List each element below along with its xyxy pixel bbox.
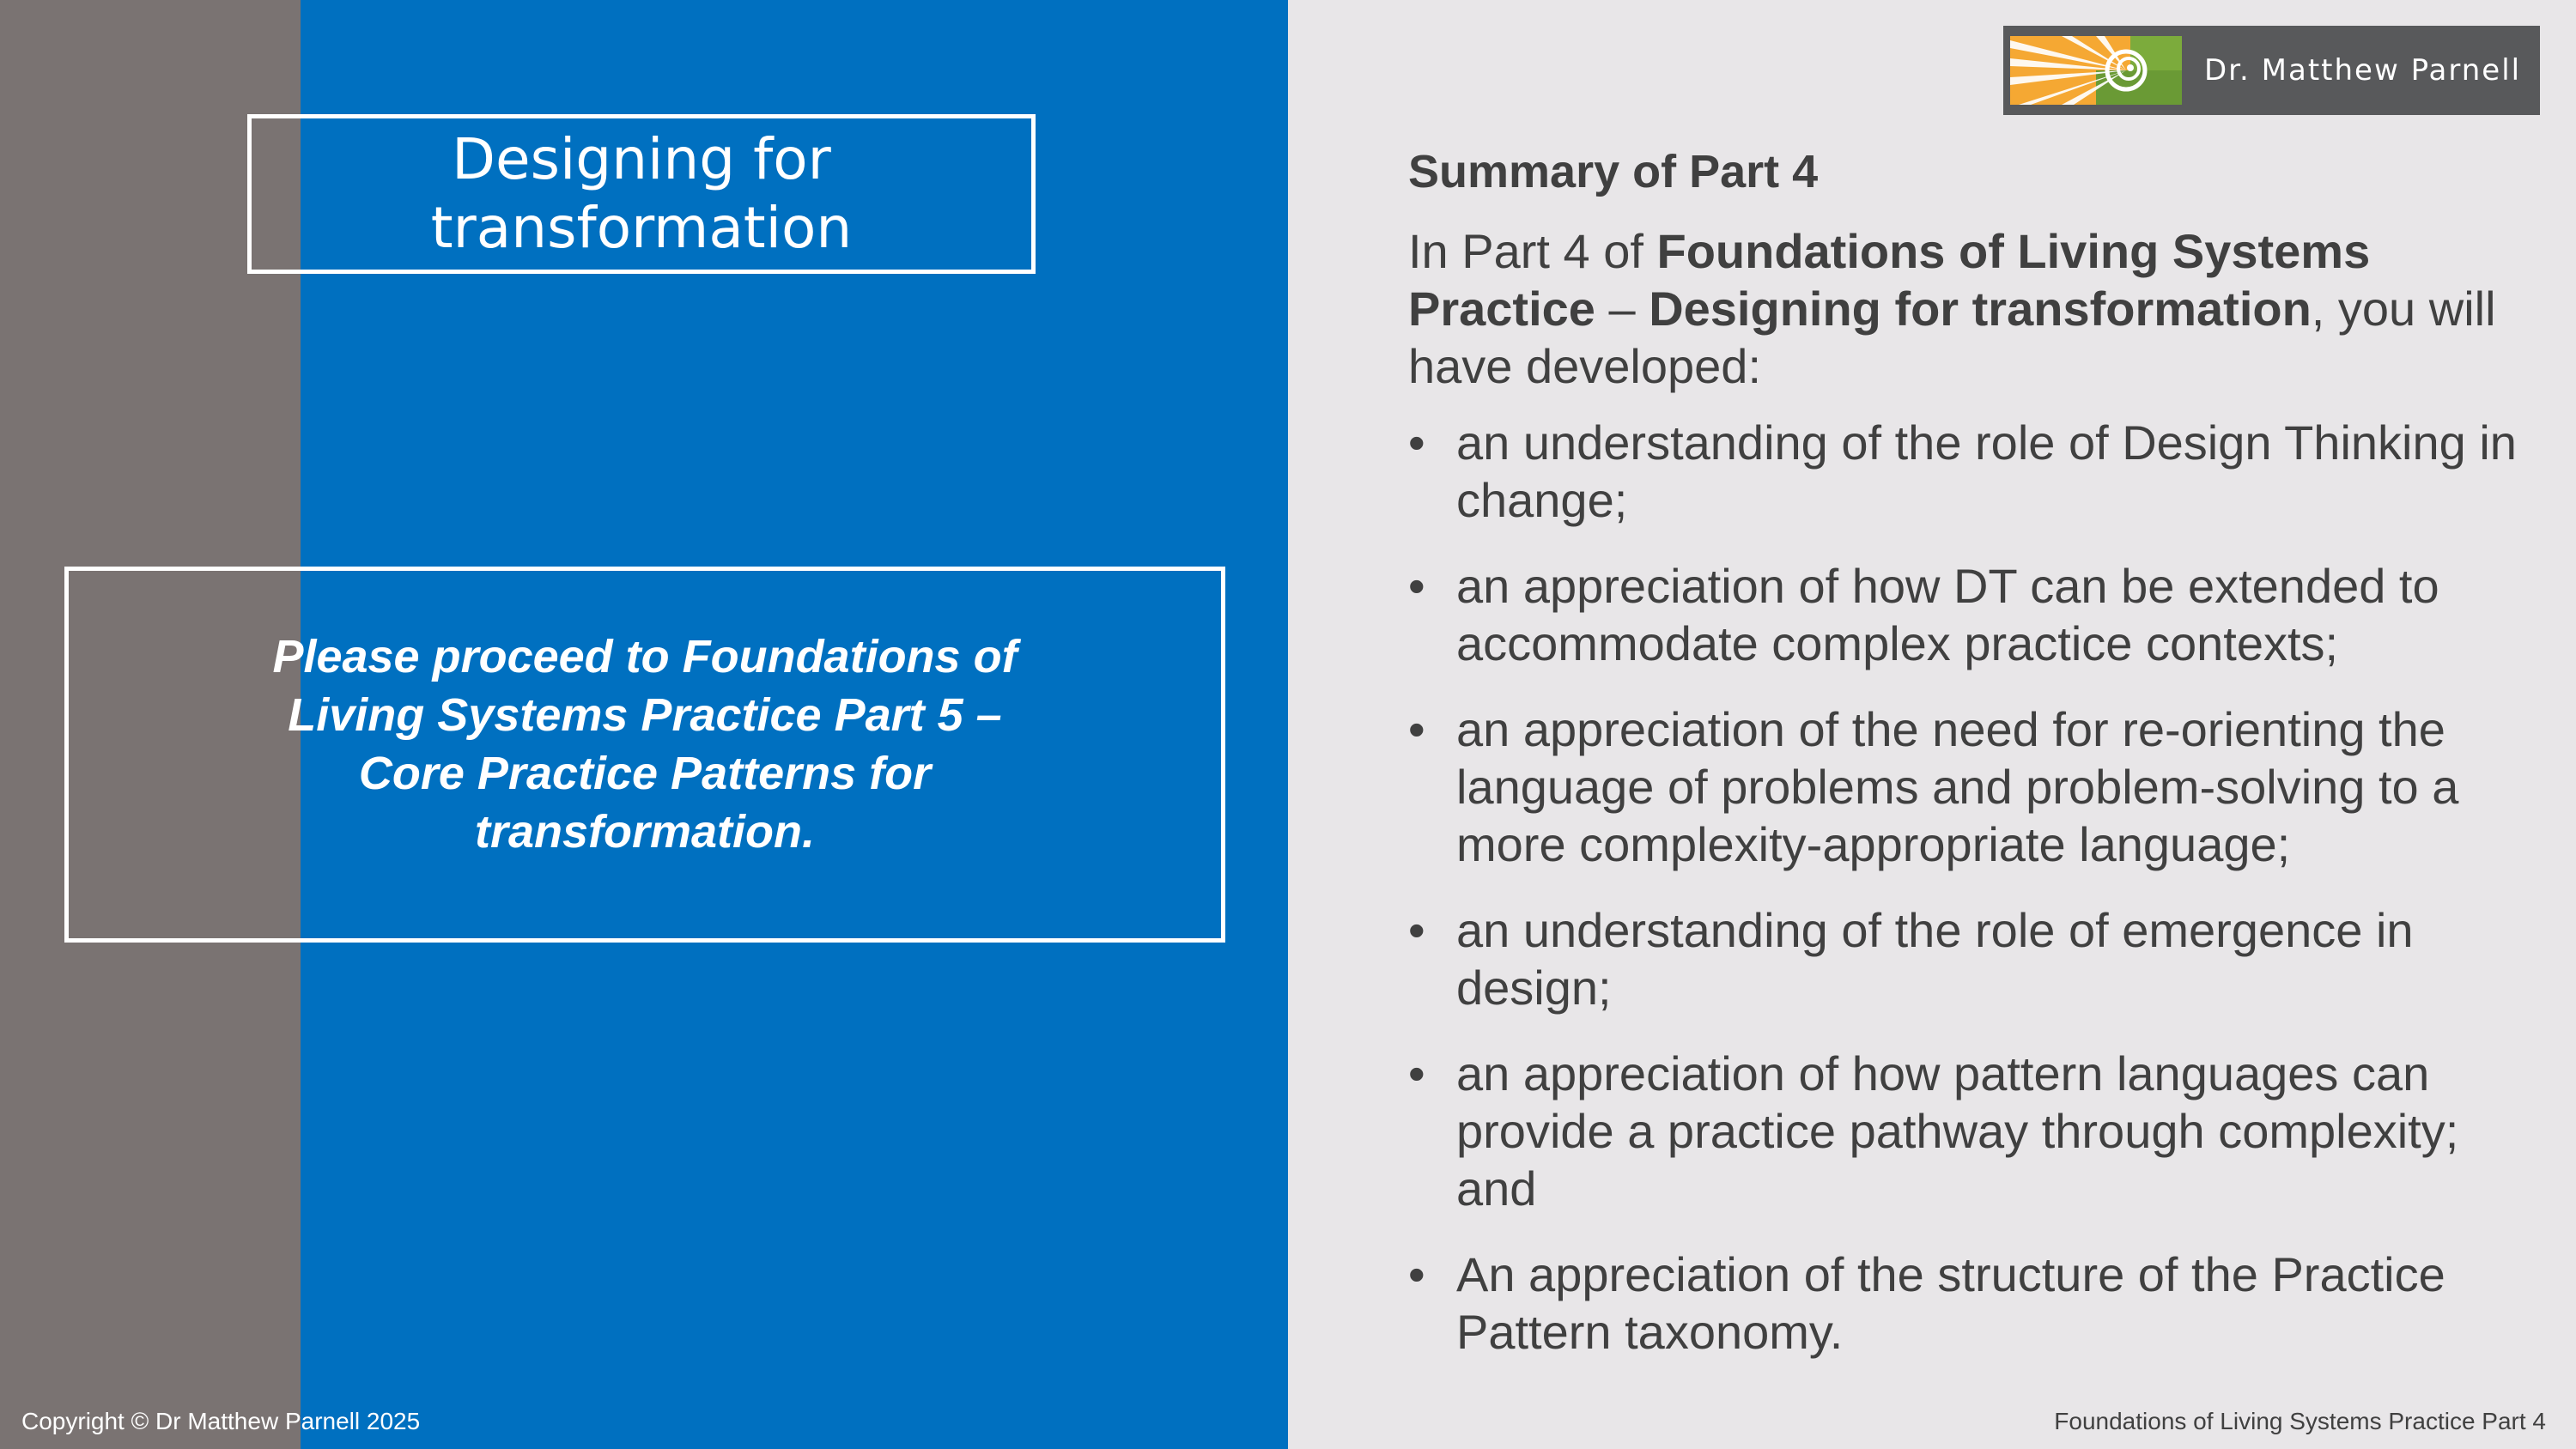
bullet-item (1408, 557, 2533, 672)
bullet-item (1408, 1045, 2533, 1217)
summary-bullets (1408, 414, 2533, 1361)
bullet-dot-icon: • (1408, 702, 1425, 756)
bullet-dot-icon: • (1408, 903, 1425, 957)
slide-title-line: transformation (430, 195, 853, 261)
copyright-notice: Copyright © Dr Matthew Parnell 2025 (21, 1408, 421, 1434)
proceed-line: transformation. (474, 806, 816, 858)
bullet-item (1408, 414, 2533, 529)
summary-heading: Summary of Part 4 (1408, 146, 1819, 197)
summary-intro (1408, 222, 2533, 395)
summary-content (1408, 142, 2533, 1389)
author-logo (2003, 26, 2540, 115)
intro-bold: Designing for transformation (1649, 282, 2312, 336)
spiral-logo-icon (2010, 36, 2182, 105)
bullet-text: An appreciation of the structure of the Practice Pattern taxonomy. (1456, 1247, 2445, 1359)
bullet-dot-icon: • (1408, 1046, 1425, 1100)
bullet-text: an appreciation of the need for re-orienting the language of problems and problem-solving to a more complexity-appropriate language; (1456, 702, 2459, 871)
intro-text: – (1595, 282, 1649, 336)
bullet-item (1408, 700, 2533, 873)
bullet-item (1408, 1246, 2533, 1361)
intro-text: In Part 4 of (1408, 224, 1657, 278)
proceed-box (64, 567, 1225, 943)
bullet-dot-icon: • (1408, 559, 1425, 613)
intro-text: , you will have developed: (1408, 282, 2496, 393)
bullet-text: an appreciation of how pattern languages can provide a practice pathway through complexity; and (1456, 1046, 2459, 1216)
slide-title-box (247, 114, 1036, 274)
slide-title-line: Designing for (452, 126, 831, 192)
footer-course-title: Foundations of Living Systems Practice Part 4 (2054, 1408, 2546, 1434)
intro-bold: Foundations of Living Systems Practice (1408, 224, 2371, 336)
bullet-text: an understanding of the role of emergence in design; (1456, 903, 2414, 1015)
bullet-text: an understanding of the role of Design Thinking in change; (1456, 415, 2517, 527)
proceed-message (250, 627, 1040, 861)
bullet-dot-icon: • (1408, 415, 1425, 470)
proceed-line: Living Systems Practice Part 5 – (288, 689, 1002, 741)
proceed-line: Please proceed to Foundations of (272, 631, 1018, 682)
proceed-line: Core Practice Patterns for (358, 748, 932, 799)
bullet-text: an appreciation of how DT can be extended to accommodate complex practice contexts; (1456, 559, 2439, 670)
slide-title (431, 125, 852, 263)
bullet-dot-icon: • (1408, 1247, 1425, 1301)
bullet-item (1408, 901, 2533, 1016)
logo-name: Dr. Matthew Parnell (2204, 53, 2522, 88)
